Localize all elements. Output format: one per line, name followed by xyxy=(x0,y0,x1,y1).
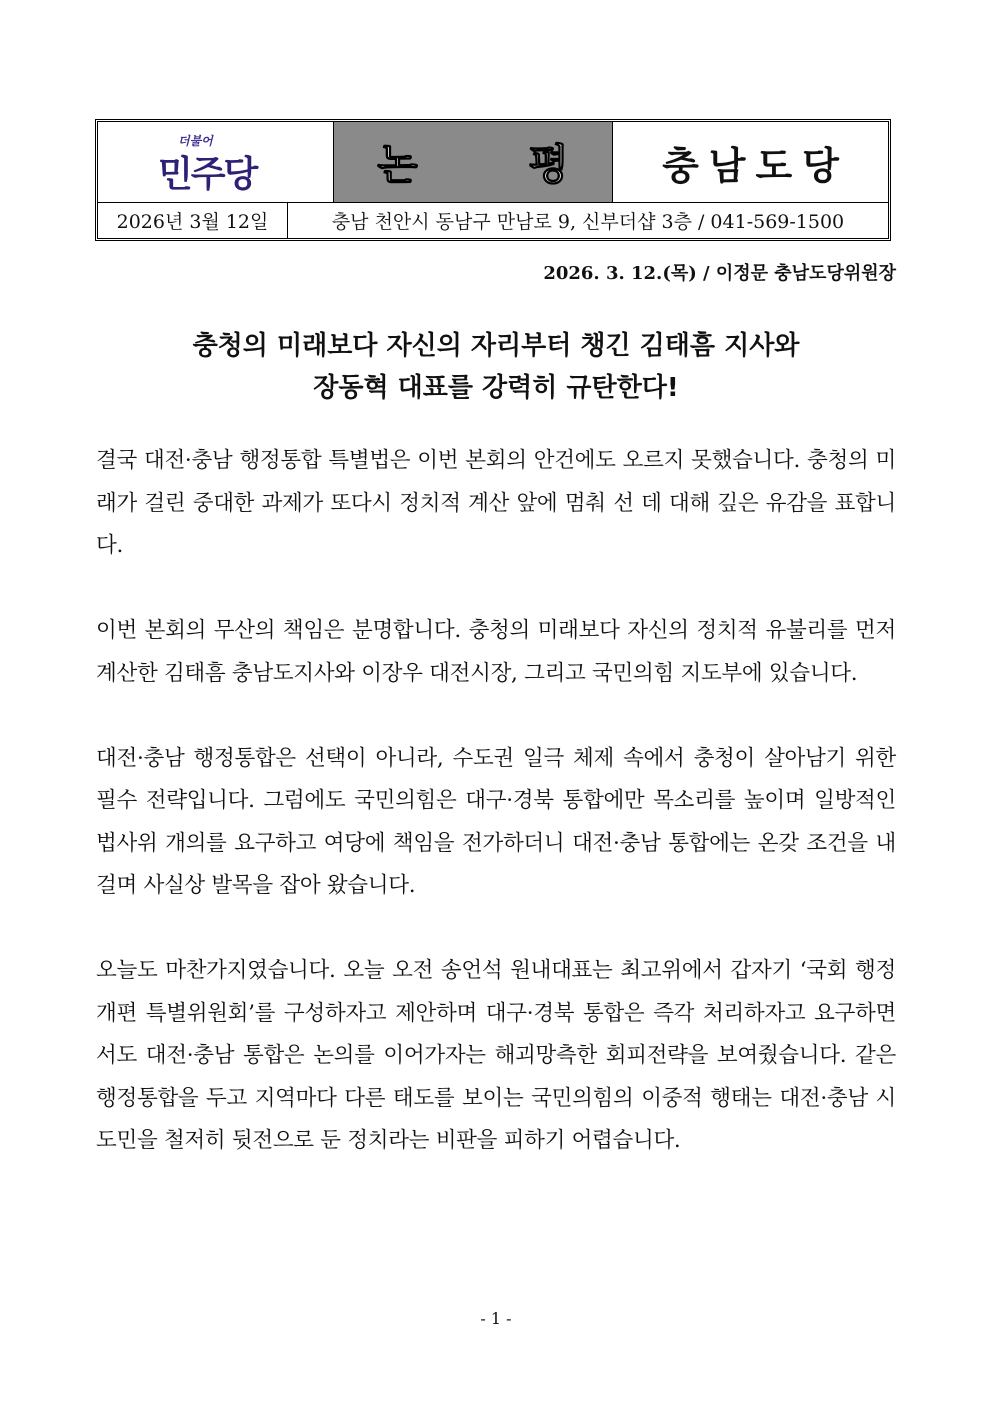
logo-cell xyxy=(98,122,334,202)
header-row-bottom xyxy=(98,202,888,238)
address-text: 충남 천안시 동남구 만남로 9, 신부더샵 3층 / 041-569-1500 xyxy=(331,210,845,233)
paragraph-2: 이번 본회의 무산의 책임은 분명합니다. 충청의 미래보다 자신의 정치적 유불리를 먼저 계산한 김태흠 충남도지사와 이장우 대전시장, 그리고 국민의힘 지도부에 있습니다. xyxy=(96,618,896,686)
logo-small-text: 더불어 xyxy=(178,134,213,148)
page-number: - 1 - xyxy=(480,1309,512,1328)
logo-main-text: 민주당 xyxy=(158,154,257,195)
doc-type-label: 논 평 xyxy=(377,140,617,189)
author-line: 2026. 3. 12.(목) / 이정문 충남도당위원장 xyxy=(543,263,896,284)
paragraph-3: 대전·충남 행정통합은 선택이 아니라, 수도권 일극 체제 속에서 충청이 살아남기 위한 필수 전략입니다. 그럼에도 국민의힘은 대구·경북 통합에만 목소리를 높이며 일방적인 법사위 개의를 요구하고 여당에 책임을 전가하더니 대전·충남 통합에는 온갖 조건을 내걸며 사실상 발목을 잡아 왔습니다. xyxy=(96,745,896,898)
date-cell xyxy=(98,202,288,238)
title-line-1: 충청의 미래보다 자신의 자리부터 챙긴 김태흠 지사와 xyxy=(192,331,800,361)
document-body xyxy=(96,440,896,1205)
header-table xyxy=(95,119,891,241)
party-logo xyxy=(158,132,278,195)
paragraph-4: 오늘도 마찬가지였습니다. 오늘 오전 송언석 원내대표는 최고위에서 갑자기 ‘국회 행정개편 특별위원회’를 구성하자고 제안하며 대구·경북 통합은 즉각 처리하자고 요구하면서도 대전·충남 통합은 논의를 이어가자는 해괴망측한 회피전략을 보여줬습니다. 같은 행정통합을 두고 지역마다 다른 태도를 보이는 국민의힘의 이중적 행태는 대전·충남 시도민을 철저히 뒷전으로 둔 정치라는 비판을 피하기 어렵습니다. xyxy=(96,958,896,1153)
paragraph-1: 결국 대전·충남 행정통합 특별법은 이번 본회의 안건에도 오르지 못했습니다. 충청의 미래가 걸린 중대한 과제가 또다시 정치적 계산 앞에 멈춰 선 데 대해 깊은 유감을 표합니다. xyxy=(96,448,896,558)
title-line-2: 장동혁 대표를 강력히 규탄한다! xyxy=(313,373,679,403)
branch-cell xyxy=(613,122,888,202)
document-title xyxy=(90,325,902,409)
issue-date: 2026년 3월 12일 xyxy=(116,210,269,233)
header-row-top xyxy=(98,122,888,203)
doc-type-cell xyxy=(334,122,617,202)
branch-label: 충남도당 xyxy=(662,143,849,188)
address-cell xyxy=(288,202,888,238)
